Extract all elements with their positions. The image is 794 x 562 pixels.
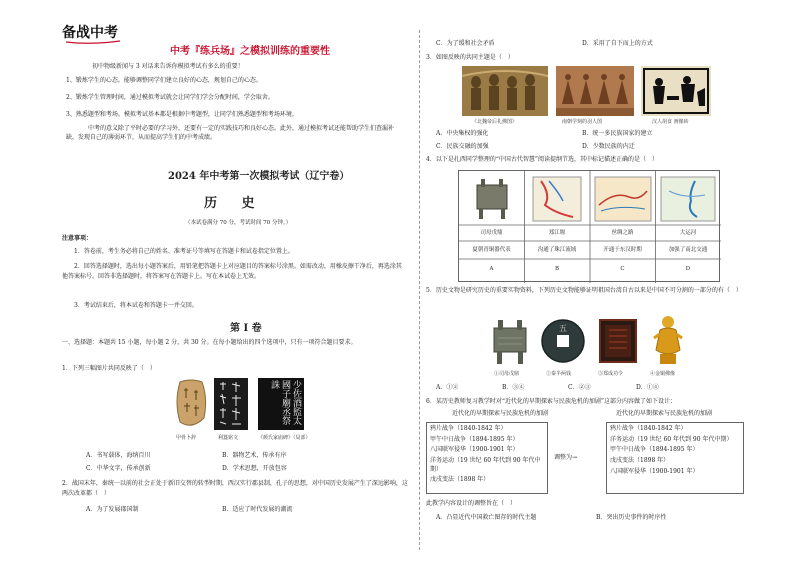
q4-header-4: 大运河: [679, 230, 697, 236]
q2-option-b[interactable]: B．适应了时代发展的潮流: [222, 506, 293, 513]
intro-point-3: 3、熟悉题型和考场。模拟考试基本都是根据中考题型，让同学们熟悉题型和考场环境。: [66, 111, 298, 118]
q4-option-c[interactable]: C: [620, 266, 625, 272]
q1-option-b[interactable]: B．器物艺术，传承有序: [222, 452, 287, 459]
q5-stem: 5．历史文物是研究历史的重要实物资料，下列历史文物能够证明祖国台湾自古以来是中国不可分割的一部分的有（ ）: [426, 287, 742, 294]
column-divider: [419, 30, 420, 550]
q1-option-c[interactable]: C．中华文字，传承创新: [86, 465, 151, 472]
q6-left-box: [426, 422, 548, 494]
q6-left-item: 鸦片战争（1840-1842 年）: [430, 425, 507, 432]
notice-3: 3．考试结束后，将本试卷和答题卡一并交回。: [74, 302, 198, 309]
exam-title: 2024 年中考第一次模拟考试（辽宁卷）: [168, 171, 350, 182]
q6-footer: 此教学内容设计的调整旨在（ ）: [426, 500, 517, 507]
q1-stem: 1．下列三幅图片共同反映了（ ）: [62, 365, 156, 372]
q6-left-item: 戊戌变法（1898 年）: [430, 476, 490, 484]
q6-right-box: [606, 422, 744, 494]
q3-option-c[interactable]: C．民族交融的加强: [436, 143, 489, 150]
simuwu-ding-image: [477, 179, 507, 219]
q6-right-item: 鸦片战争（1840-1842 年）: [610, 425, 687, 432]
q4-description-1: 夏朝青铜器代表: [472, 247, 511, 253]
volume-title: 第 I 卷: [230, 323, 262, 334]
q6-left-item: 洋务运动（19 世纪 60 年代到 90 年代中期）: [430, 457, 541, 473]
q1-caption-2: 利簋铭文: [218, 435, 239, 441]
q4-header-1: 司母戊鼎: [480, 230, 503, 236]
q1-caption-1: 甲骨卜辞: [176, 435, 197, 441]
exam-subject: 历 史: [204, 196, 265, 211]
q1-option-d[interactable]: D．学术思想，开放包容: [222, 465, 287, 472]
q6-option-a[interactable]: A．凸显近代中国救亡图存的时代主题: [436, 514, 537, 521]
q2-option-c[interactable]: C．为了缓和社会矛盾: [436, 40, 495, 47]
q4-option-d[interactable]: D: [685, 266, 691, 272]
q3-option-b[interactable]: B．统一多民族国家的建立: [582, 130, 653, 137]
ban-liang-coin-image: [540, 318, 586, 364]
oracle-bone-image: [172, 378, 210, 430]
q4-description-2: 沟通了珠江流域: [537, 247, 577, 253]
q4-header-3: 丝绸之路: [611, 230, 634, 236]
q5-option-c[interactable]: C．②③: [568, 384, 591, 391]
q6-right-item: 八国联军侵华（1900-1901 年）: [610, 467, 699, 475]
han-hu-food-brick-image: [641, 66, 711, 116]
notice-title: 注意事项：: [62, 235, 93, 242]
q4-description-4: 加强了南北交通: [668, 247, 708, 253]
intro-point-1: 1、锻炼学生的心态。能够调整同学们建立良好的心态，规划自己的心态。: [66, 77, 262, 84]
q5-caption-1: ①司母戊鼎: [494, 371, 520, 377]
notice-2: 2．回答选择题时，选出每小题答案后，用铅笔把答题卡上对应题目的答案标号涂黑。如需改动，用橡皮擦干净后，再选涂其他答案标号。回答非选择题时，将答案写在答题卡上。写在本试卷上无效。: [62, 263, 402, 281]
silk-road-map-image: [595, 177, 651, 221]
coin-character: 五: [559, 324, 567, 333]
q5-option-a[interactable]: A．①②: [436, 384, 459, 391]
zheng-chenggong-order-image: [598, 318, 638, 364]
yan-family-temple-stele-image: 少佐酒監太國子廟丞祭誅: [258, 378, 304, 430]
q6-adjust-arrow: 调整为→: [554, 454, 578, 461]
intro-point-2: 2、锻炼学生管理时间，通过模拟考试就会让同学们学会分配时间，学会取舍。: [66, 94, 274, 101]
q6-left-item: 八国联军侵华（1900-1901 年）: [430, 446, 519, 454]
logo: [60, 20, 140, 46]
score-note: （本试卷满分 70 分，考试时间 70 分钟。）: [185, 220, 292, 226]
q3-caption-1: 《北魏帝后礼佛图》: [472, 119, 518, 125]
q2-option-d[interactable]: D．采用了自下而上的方式: [582, 40, 653, 47]
q4-option-a[interactable]: A: [489, 266, 494, 272]
q5-caption-3: ③郑成功令: [598, 371, 624, 377]
simuwu-ding-artifact-image: [488, 318, 532, 366]
q1-caption-3: 《颜氏家庙碑》（局部）: [258, 435, 311, 441]
northern-wei-buddha-worship-image: [462, 66, 548, 116]
q4-header-2: 郑江堰: [548, 230, 566, 236]
q3-stem: 3．如图反映的共同主题是（ ）: [426, 54, 514, 61]
promo-title: 中考『练兵场』之模拟训练的重要性: [170, 46, 330, 57]
intro-closing: 中考的意义除了平时必要的学习外，还要有一定的实践技巧和良好心态。此外，通过模拟考试还能帮助学生们查漏补缺，发现自己的薄弱环节，从而提高学生们的中考成绩。: [66, 125, 395, 141]
gilt-bronze-figure-image: [650, 314, 686, 366]
q3-caption-3: 汉人胡食 画像砖: [652, 119, 689, 125]
q2-option-a[interactable]: A．为了发展郡国制: [86, 506, 139, 513]
q6-left-title: 近代化的早期探索与民族危机的加剧: [452, 410, 549, 417]
intro-lead: 初中物级新闻与 3 对话来告诉你模拟考试有多么的重要！: [92, 63, 244, 70]
q4-stem: 4．以下是扎西同学整理的“中国古代智慧”阅读提纲节选，其中标记描述正确的是（ ）: [426, 156, 658, 163]
q4-table: [458, 170, 720, 282]
q1-option-a[interactable]: A．书写载体，海纳百川: [86, 452, 151, 459]
q5-option-d[interactable]: D．①④: [636, 384, 659, 391]
dujiangyan-map-image: [533, 177, 581, 221]
q6-right-title: 近代化的早期探索与民族危机的加剧: [616, 410, 713, 417]
q3-option-a[interactable]: A．中央集权的强化: [436, 130, 489, 137]
q6-right-item: 甲午中日战争（1894-1895 年）: [610, 446, 699, 454]
grand-canal-map-image: [661, 177, 715, 221]
q4-option-b[interactable]: B: [554, 266, 560, 272]
q3-option-d[interactable]: D．少数民族的内迁: [582, 143, 635, 150]
q2-stem: 2．战国末年，秦统一以前的社会正处于新旧交替的转型时期，西汉实行郡县制，孔子的思想，对中国历史发展产生了深远影响，这两次改革都（ ）: [62, 480, 408, 498]
q6-option-b[interactable]: B．突出历史事件的时序性: [596, 514, 667, 521]
southern-dynasty-feathered-figure-image: [556, 66, 634, 116]
q5-option-b[interactable]: B．③④: [502, 384, 525, 391]
li-gui-inscription-image: [214, 378, 248, 430]
q6-stem: 6．某历史教师复习教学时对“近代化的早期探索与民族危机的加剧”这部分内容做了如下设计：: [426, 398, 676, 405]
q6-right-item: 戊戌变法（1898 年）: [610, 457, 670, 465]
q3-caption-2: 南朝学刻的羽人图: [562, 119, 603, 125]
q6-right-item: 洋务运动（19 世纪 60 年代到 90 年代中期）: [610, 435, 733, 443]
q4-description-3: 开通于东汉时期: [603, 247, 642, 253]
notice-1: 1．答卷前，考生务必将自己的姓名、准考证号等填写在答题卡和试卷指定位置上。: [74, 248, 294, 255]
logo-text: 备战中考: [62, 25, 118, 41]
q5-caption-4: ④金铜佛像: [650, 371, 676, 377]
q6-left-item: 甲午中日战争（1894-1895 年）: [430, 435, 519, 443]
section-intro: 一、选择题：本题共 15 小题，每小题 2 分，共 30 分。在每小题给出的四个选项中，只有一项符合题目要求。: [62, 339, 357, 346]
q5-caption-2: ②秦半两钱: [546, 371, 572, 377]
